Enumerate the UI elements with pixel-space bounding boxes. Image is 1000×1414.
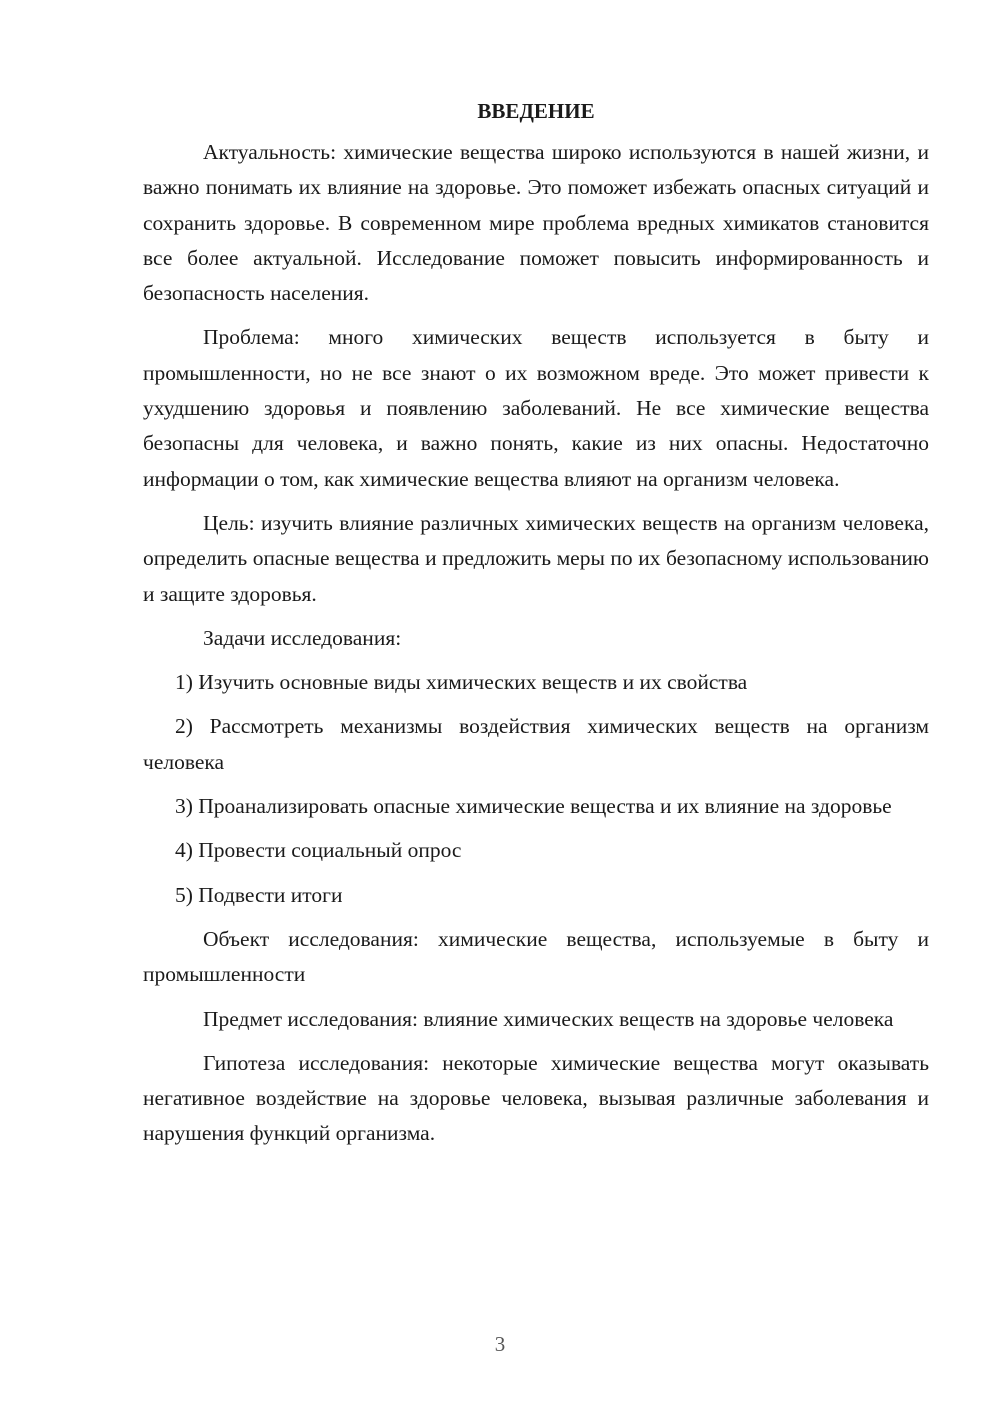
task-item: 5) Подвести итоги — [175, 882, 343, 907]
task-item: 2) Рассмотреть механизмы воздействия химических веществ на организм человека — [143, 714, 929, 774]
page-number: 3 — [494, 1332, 506, 1356]
tasks-heading: Задачи исследования: — [203, 625, 402, 650]
task-item: 3) Проанализировать опасные химические вещества и их влияние на здоровье — [175, 794, 892, 819]
task-item: 1) Изучить основные виды химических веществ и их свойства — [175, 670, 748, 695]
task-item: 4) Провести социальный опрос — [175, 838, 462, 863]
paragraph-object: Объект исследования: химические вещества, используемые в быту и промышленности — [143, 926, 929, 987]
paragraph-hypothesis: Гипотеза исследования: некоторые химические вещества могут оказывать негативное воздействие на здоровье человека, вызывая различные заболевания и нарушения функций организма. — [143, 1050, 929, 1146]
paragraph-subject: Предмет исследования: влияние химических веществ на здоровье человека — [203, 1006, 894, 1031]
paragraph-goal: Цель: изучить влияние различных химических веществ на организм человека, определить опасные вещества и предложить меры по их безопасному использованию и защите здоровья. — [143, 510, 929, 606]
paragraph-relevance: Актуальность: химические вещества широко используются в нашей жизни, и важно понимать их влияние на здоровье. Это поможет избежать опасных ситуаций и сохранить здоровье. В современном мире проблема вредных химикатов становится все более актуальной. Исследование поможет повысить информированность и безопасность населения. — [143, 140, 929, 306]
tasks-list — [143, 665, 929, 913]
page-content — [143, 96, 929, 1161]
page-title: ВВЕДЕНИЕ — [477, 99, 595, 123]
paragraph-problem: Проблема: много химических веществ используется в быту и промышленности, но не все знают о их возможном вреде. Это может привести к ухудшению здоровья и появлению заболеваний. Не все химические вещества безопасны для человека, и важно понять, какие из них опасны. Недостаточно информации о том, как химические вещества влияют на организм человека. — [143, 325, 929, 491]
